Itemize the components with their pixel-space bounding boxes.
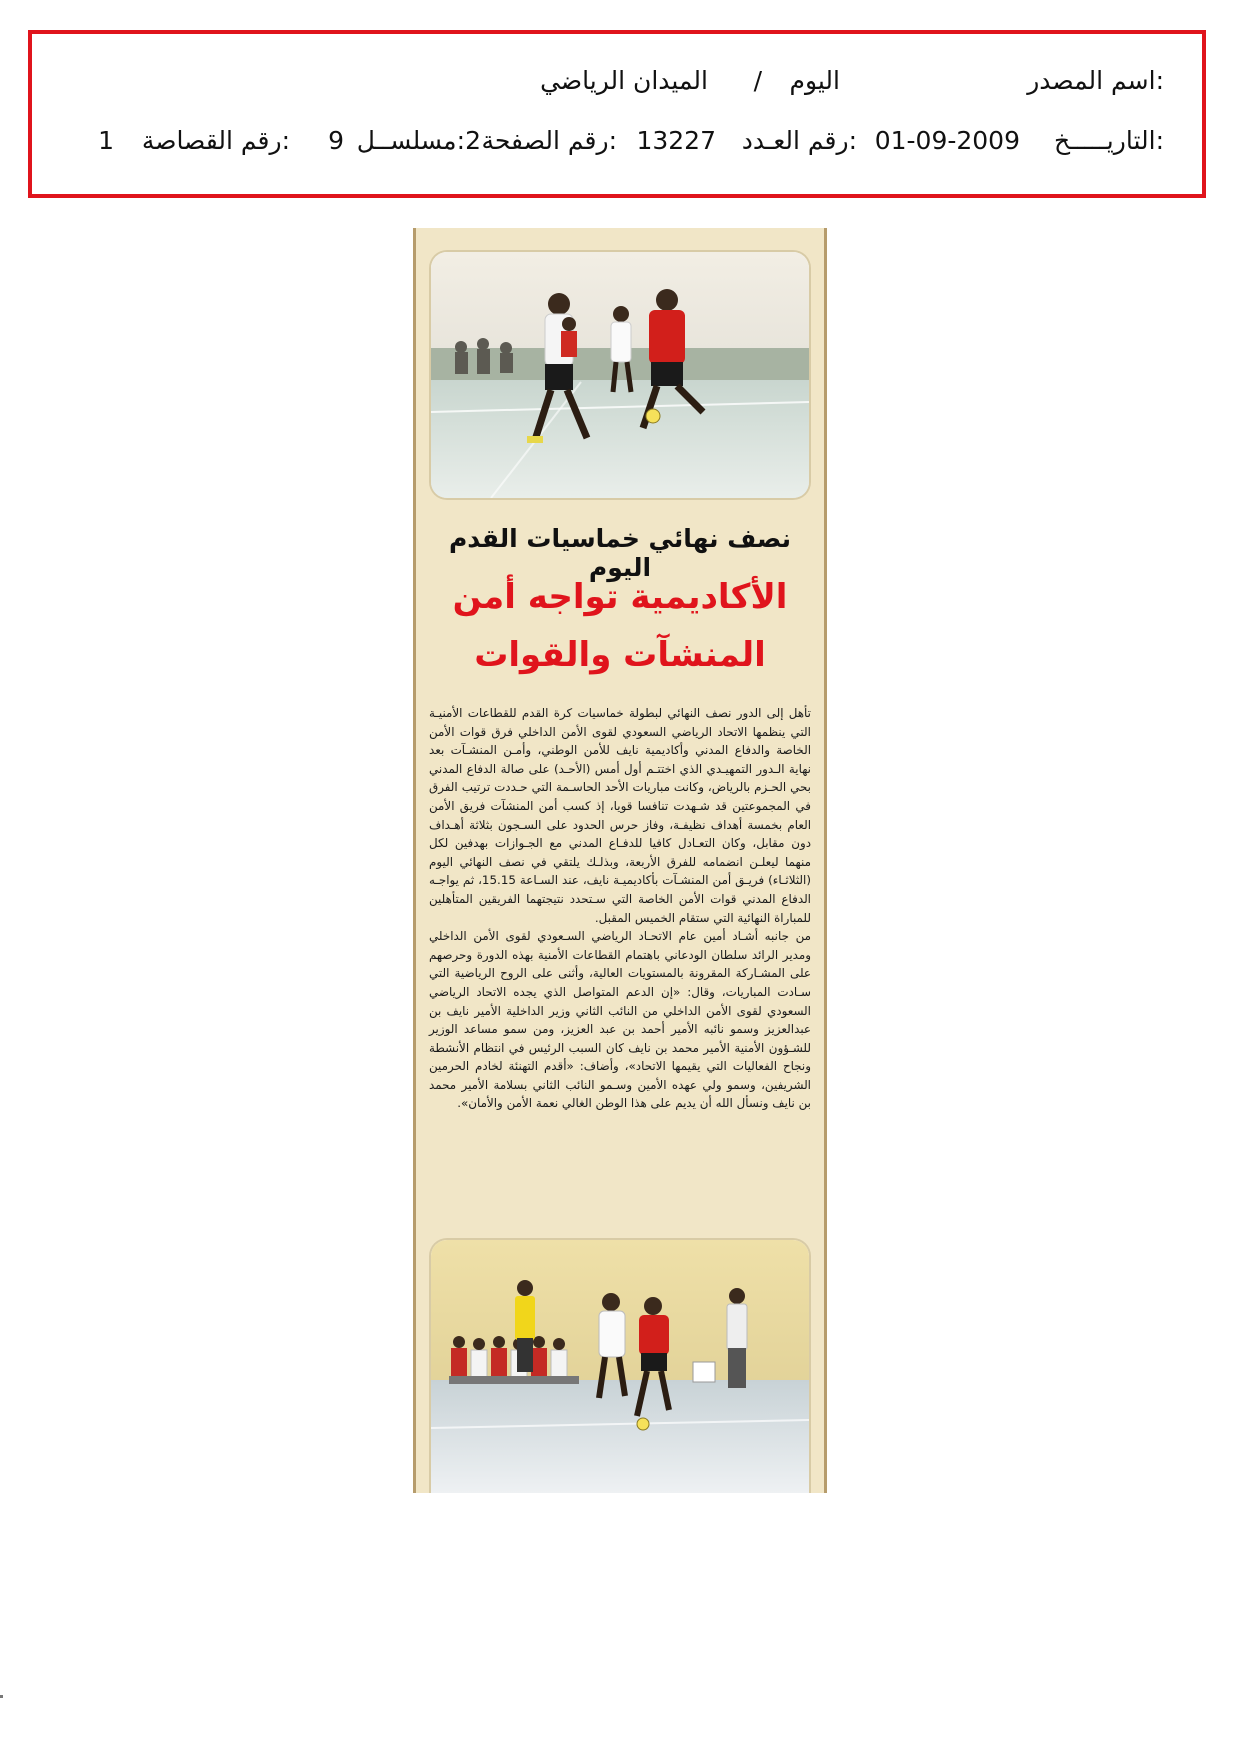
clipping-info-box — [28, 30, 1206, 198]
newspaper-clipping — [413, 228, 827, 1493]
futsal-action-photo — [431, 252, 809, 498]
clip-number-label: رقم القصاصة: — [141, 126, 290, 155]
clipping-edge-left — [413, 228, 416, 1493]
match-photo-bottom — [431, 1240, 809, 1493]
scan-speck — [0, 1695, 3, 1698]
source-value: اليوم — [789, 66, 840, 95]
issue-value: 13227 — [636, 126, 716, 155]
serial-value: 9 — [328, 126, 344, 155]
issue-label: رقم العـدد: — [741, 126, 857, 155]
article-subheadline: نصف نهائي خماسيات القدم اليوم — [448, 524, 792, 582]
serial-label: مسلســل: — [356, 126, 465, 155]
article-paragraph-1: تأهل إلى الدور نصف النهائي لبطولة خماسيات كرة القدم للقطاعات الأمنيـة التي ينظمها الاتحاد الرياضي السعودي لقوى الأمن الداخلي فرق قوات الأمن الخاصة والدفاع المدني وأكاديمية نايف للأمن الوطني، وأمـن المنشـآت بعد نهاية الـدور التمهيـدي الذي اختتـم أول أمس (الأحـد) على صالة الدفاع المدني بحي الحـزم بالرياض، وكانت مباريات الأحد الحاسـمة التي حـددت ترتيب الفرق في المجموعتين قد شـهدت تنافسا قويا، إذ كسب أمن المنشآت فريق الأمن العام بخمسة أهداف نظيفـة، وفاز حرس الحدود على السـجون بثلاثة أهـداف دون مقابل، وكان التعـادل كافيا للدفـاع المدني مع الجـوازات بهدفين لكل منهما ليعلـن انضمامه للفرق الأربعة، وبذلـك يلتقي في نصف النهائي اليوم (الثلاثـاء) فريـق أمن المنشـآت بأكاديميـة نايف، عند السـاعة 15.15، ثم يواجـه الدفاع المدني قوات الأمن الخاصة التي سـتحدد نتيجتهما الفريقين المتأهلين للمباراة النهائية التي ستقام الخميس المقبل. — [429, 706, 811, 925]
clip-number-value: 1 — [98, 126, 114, 155]
futsal-bench-photo — [431, 1240, 809, 1493]
section-value: الميدان الرياضي — [540, 66, 708, 95]
source-separator: / — [753, 66, 762, 95]
article-paragraph-2: من جانبه أشـاد أمين عام الاتحـاد الرياضي السـعودي لقوى الأمن الداخلي ومدير الرائد سلطان الودعاني باهتمام القطاعات الأمنية بهذه الدورة وحرصهم على المشـاركة المقرونة بالمستويات العالية، وأثنى على الروح الرياضية التي سـادت المباريات، وقال: «إن الدعم المتواصل الذي يجده الاتحاد الرياضي السعودي لقوى الأمن الداخلي من النائب الثاني وزير الداخلية الأمير نايف بن عبدالعزيز وسمو نائبه الأمير أحمد بن عبد العزيز، ومن سمو مساعد الوزير للشـؤون الأمنية الأمير محمد بن نايف كان السبب الرئيس في انتظام الأنشطة ونجاح الفعاليات التي يقيمها الاتحاد»، وأضاف: «أقدم التهنئة لخادم الحرمين الشريفين، وسمو ولي عهده الأمين وسـمو النائب الثاني بسلامة الأمير محمد بن نايف ونسأل الله أن يديم على هذا الوطن الغالي نعمة الأمن والأمان». — [429, 929, 811, 1111]
clipping-edge-right — [824, 228, 827, 1493]
source-label: اسم المصدر: — [1027, 66, 1164, 95]
article-headline: الأكاديمية تواجه أمن المنشآت والقوات — [452, 577, 788, 675]
match-photo-top — [431, 252, 809, 498]
date-label: التاريـــــخ: — [1054, 126, 1164, 155]
date-value: 01-09-2009 — [874, 126, 1020, 155]
page-value: 2 — [465, 126, 481, 155]
page-label: رقم الصفحة: — [481, 126, 617, 155]
article-body — [429, 704, 811, 1113]
